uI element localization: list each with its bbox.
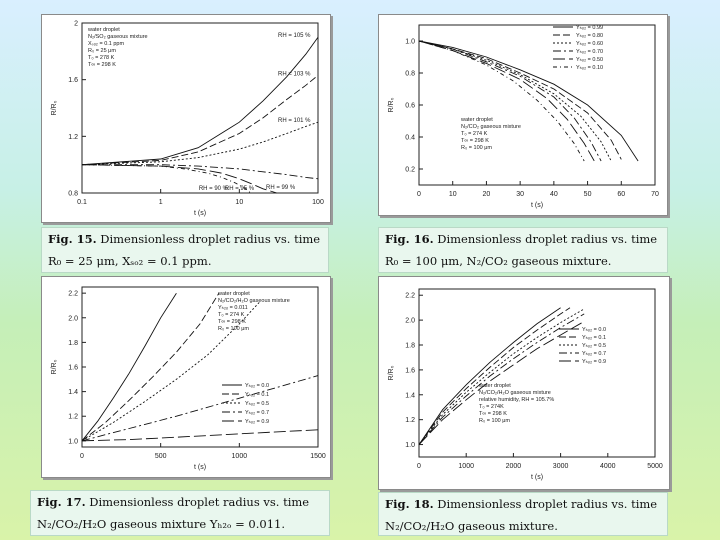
y-axis-label: R/R₀	[51, 359, 58, 375]
condition-text: N₂/SO₂ gaseous mixture	[88, 34, 148, 40]
condition-text: T₀ = 274 K	[218, 312, 245, 318]
caption-fig-18	[378, 492, 668, 536]
caption-line-2: N₂/CO₂/H₂O gaseous mixture Yₕ₂ₒ = 0.011.	[37, 517, 285, 531]
y-tick-label: 1.8	[68, 339, 78, 347]
series-line	[419, 41, 594, 161]
caption-line-1: Dimensionless droplet radius vs. time	[437, 497, 658, 511]
x-tick-label: 500	[154, 453, 167, 460]
legend-label: Yₕₒ₂ = 0.10	[576, 65, 604, 71]
figure-17-panel	[41, 276, 331, 478]
y-tick-label: 1.2	[405, 417, 415, 425]
condition-text: Xₛₒ₂ = 0.1 ppm	[88, 41, 125, 47]
x-axis-label: t (s)	[530, 474, 544, 481]
y-tick-label: 1.8	[405, 342, 415, 350]
x-tick-label: 10	[235, 199, 244, 206]
plot-frame	[419, 289, 655, 457]
x-axis-label: t (s)	[193, 210, 207, 217]
y-tick-label: 1.6	[405, 367, 415, 375]
caption-fig-label: Fig. 15.	[48, 232, 97, 246]
legend-label: Yₕₒ₂ = 0.60	[576, 41, 604, 47]
plot-frame	[419, 25, 655, 185]
series-line	[82, 376, 318, 441]
condition-text: water droplet	[88, 27, 120, 33]
y-tick-label: 1.0	[405, 442, 415, 450]
caption-line-2: N₂/CO₂/H₂O gaseous mixture.	[385, 519, 558, 533]
x-tick-label: 100	[312, 199, 324, 206]
x-tick-label: 50	[583, 191, 592, 198]
legend-label: Yₕₒ₂ = 0.9	[245, 419, 270, 425]
x-tick-label: 60	[617, 191, 626, 198]
caption-line-2: R₀ = 100 μm, N₂/CO₂ gaseous mixture.	[385, 254, 612, 268]
x-tick-label: 0	[417, 191, 421, 198]
caption-fig-17	[30, 490, 330, 536]
series-line	[419, 41, 638, 161]
condition-text: T∞ = 298 K	[218, 319, 246, 325]
x-tick-label: 2000	[505, 463, 522, 470]
x-tick-label: 0.1	[77, 199, 87, 206]
series-line	[82, 293, 219, 441]
x-tick-label: 4000	[600, 463, 616, 470]
plot-frame	[82, 287, 318, 447]
figure-18-panel	[378, 276, 670, 490]
y-tick-label: 1.0	[68, 438, 78, 446]
x-tick-label: 0	[80, 453, 84, 460]
x-tick-label: 1000	[458, 463, 474, 470]
y-tick-label: 2	[74, 20, 78, 28]
legend-label: Yₕₒ₂ = 0.1	[245, 392, 270, 398]
plot-frame	[82, 23, 318, 193]
condition-text: T₀ = 278 K	[88, 55, 115, 61]
x-axis-label: t (s)	[530, 202, 544, 209]
caption-fig-16	[378, 227, 668, 273]
condition-text: R₀ = 100 μm	[218, 326, 249, 332]
condition-text: water droplet	[461, 117, 493, 123]
condition-text: water droplet	[218, 291, 250, 297]
y-tick-label: 1.4	[405, 392, 415, 400]
x-tick-label: 40	[549, 191, 558, 198]
y-tick-label: 2.2	[68, 290, 78, 298]
condition-text: T∞ = 298 K	[88, 62, 116, 68]
chart-fig-18	[379, 277, 669, 489]
y-tick-label: 0.8	[68, 190, 78, 198]
series-label: RH = 103 %	[278, 71, 311, 78]
caption-line-1: Dimensionless droplet radius vs. time	[89, 495, 310, 509]
series-line	[82, 37, 318, 165]
x-tick-label: 3000	[552, 463, 569, 470]
legend-label: Yₕₒ₂ = 0.5	[245, 401, 270, 407]
legend-label: Yₕₒ₂ = 0.7	[582, 351, 607, 357]
x-tick-label: 1000	[231, 453, 248, 460]
series-line	[82, 122, 318, 165]
y-tick-label: 2.2	[405, 292, 415, 300]
y-tick-label: 1.2	[68, 413, 78, 421]
legend-label: Yₕₒ₂ = 0.99	[576, 25, 604, 31]
legend-label: Yₕₒ₂ = 0.9	[582, 359, 607, 365]
x-tick-label: 30	[516, 191, 525, 198]
caption-line-2: R₀ = 25 μm, Xₛₒ₂ = 0.1 ppm.	[48, 254, 212, 268]
figure-16-panel	[378, 14, 668, 216]
condition-text: N₂/CO₂/H₂O gaseous mixture	[218, 298, 290, 304]
y-axis-label: R/R₀	[388, 365, 395, 381]
caption-line-1: Dimensionless droplet radius vs. time	[100, 232, 321, 246]
series-line	[419, 308, 570, 445]
caption-fig-label: Fig. 16.	[385, 232, 434, 246]
series-line	[82, 165, 318, 179]
condition-text: R₀ = 25 μm	[88, 48, 116, 54]
legend-label: Yₕₒ₂ = 0.80	[576, 33, 604, 39]
x-axis-label: t (s)	[193, 464, 207, 471]
caption-line-1: Dimensionless droplet radius vs. time	[437, 232, 658, 246]
legend-label: Yₕₒ₂ = 0.7	[245, 410, 270, 416]
y-tick-label: 0.8	[405, 70, 415, 78]
condition-text: T₀ = 274K	[479, 404, 504, 410]
x-tick-label: 1	[158, 199, 163, 206]
figure-15-panel	[41, 14, 331, 223]
y-tick-label: 1.6	[68, 364, 78, 372]
y-tick-label: 0.2	[405, 166, 415, 174]
condition-text: R₀ = 100 μm	[479, 418, 510, 424]
chart-fig-16	[379, 15, 667, 215]
chart-fig-17	[42, 277, 330, 477]
condition-text: T∞ = 298 K	[479, 411, 507, 417]
caption-fig-15	[41, 227, 329, 273]
series-line	[419, 314, 584, 445]
legend-label: Yₕₒ₂ = 0.50	[576, 57, 604, 63]
series-label: RH = 90 %	[198, 186, 229, 192]
x-tick-label: 70	[651, 191, 659, 198]
y-axis-label: R/R₀	[51, 100, 58, 116]
condition-text: N₂/CO₂ gaseous mixture	[461, 124, 521, 130]
condition-text: relative humidity, RH = 105.7%	[479, 397, 555, 403]
series-label: RH = 105 %	[278, 33, 311, 40]
y-axis-label: R/R₀	[388, 97, 395, 113]
condition-text: T₀ = 274 K	[461, 131, 488, 137]
y-tick-label: 2.0	[68, 315, 78, 323]
x-tick-label: 0	[417, 463, 421, 470]
legend-label: Yₕₒ₂ = 0.5	[582, 343, 607, 349]
condition-text: T∞ = 298 K	[461, 138, 489, 144]
x-tick-label: 20	[482, 191, 491, 198]
y-tick-label: 2.0	[405, 317, 415, 325]
condition-text: N₂/CO₂/H₂O gaseous mixture	[479, 390, 551, 396]
series-label: RH = 101 %	[278, 118, 311, 125]
y-tick-label: 1.2	[68, 133, 78, 141]
y-tick-label: 0.4	[405, 134, 415, 142]
caption-fig-label: Fig. 17.	[37, 495, 86, 509]
legend-label: Yₕₒ₂ = 0.0	[245, 383, 270, 389]
y-tick-label: 1.6	[68, 77, 78, 85]
condition-text: Yₕ₂ₒ = 0.011	[218, 305, 248, 311]
x-tick-label: 1500	[310, 453, 326, 460]
x-tick-label: 5000	[647, 463, 663, 470]
y-tick-label: 1.0	[405, 38, 415, 46]
y-tick-label: 0.6	[405, 102, 415, 110]
series-label: RH = 99 %	[266, 184, 296, 191]
legend-label: Yₕₒ₂ = 0.1	[582, 335, 607, 341]
legend-label: Yₕₒ₂ = 0.70	[576, 49, 604, 55]
caption-fig-label: Fig. 18.	[385, 497, 434, 511]
series-label: RH = 95 %	[224, 186, 255, 192]
legend-label: Yₕₒ₂ = 0.0	[582, 327, 607, 333]
condition-text: R₀ = 100 μm	[461, 145, 492, 151]
chart-fig-15	[42, 15, 330, 222]
y-tick-label: 1.4	[68, 389, 78, 397]
x-tick-label: 10	[448, 191, 457, 198]
condition-text: water droplet	[479, 383, 511, 389]
series-line	[82, 293, 176, 441]
